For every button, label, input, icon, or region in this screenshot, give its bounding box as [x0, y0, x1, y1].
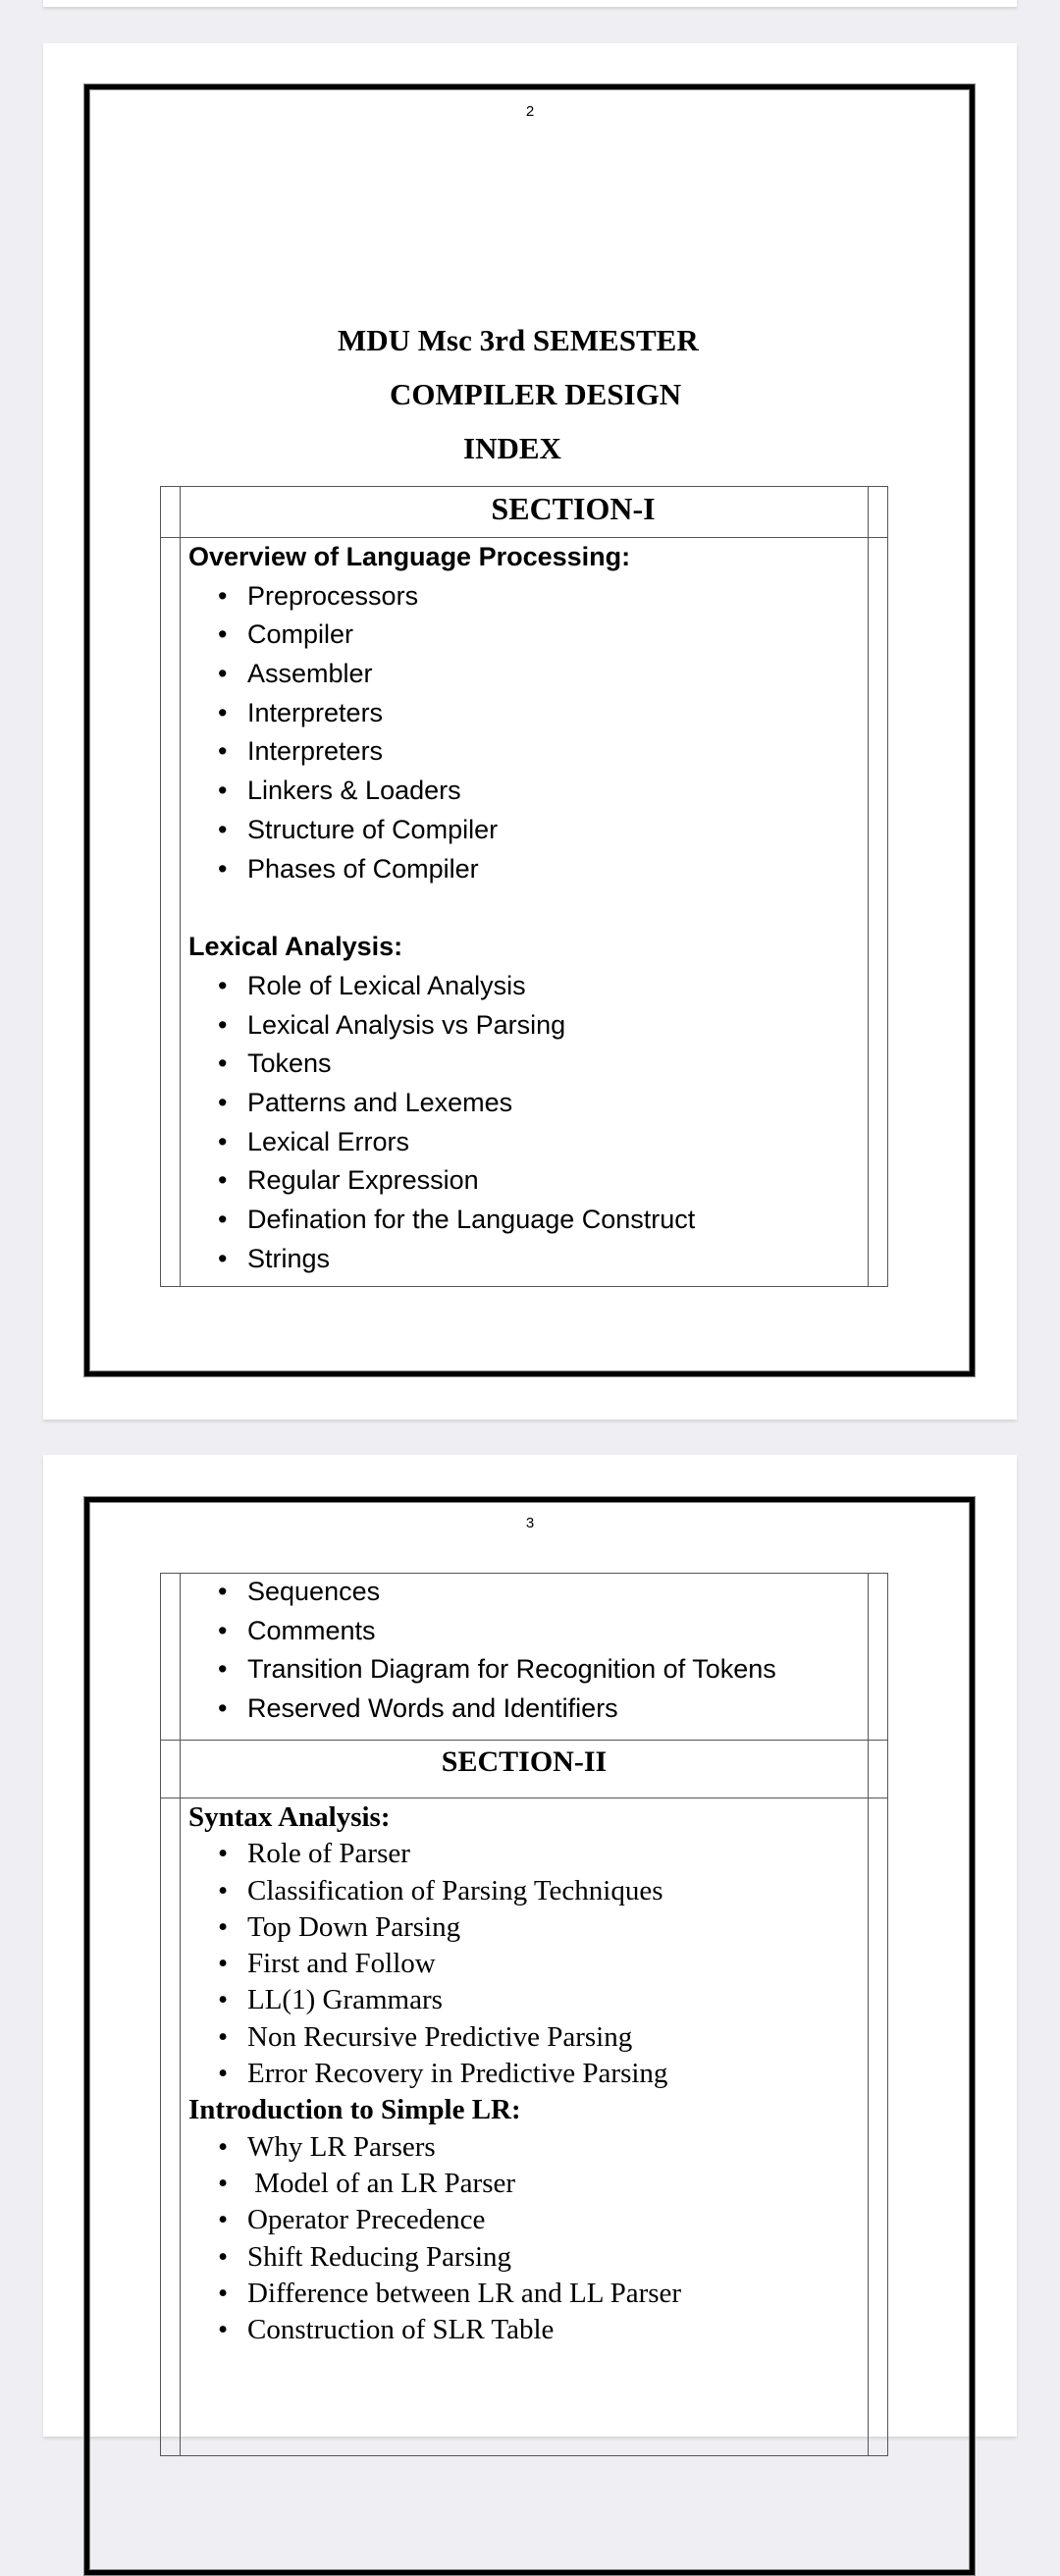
list-item: • Comments: [218, 1615, 376, 1645]
index-table-section-1: [160, 486, 888, 1287]
list-item: • Transition Diagram for Recognition of Tokens: [218, 1654, 776, 1685]
section-header: SECTION-II: [441, 1745, 608, 1778]
list-item: • Assembler: [218, 659, 373, 689]
list-item: • Regular Expression: [218, 1165, 479, 1196]
doc-title-index: INDEX: [463, 431, 561, 465]
list-item: • Top Down Parsing: [218, 1910, 461, 1943]
list-item: • LL(1) Grammars: [218, 1984, 443, 2016]
doc-title-semester: MDU Msc 3rd SEMESTER: [338, 323, 699, 357]
document-page-3: [43, 1455, 1017, 2437]
list-item: • Construction of SLR Table: [218, 2314, 555, 2346]
index-table-section-2: [160, 1573, 888, 2456]
list-item: • Role of Parser: [218, 1838, 410, 1870]
list-item: • Patterns and Lexemes: [218, 1087, 513, 1117]
document-page-2: [43, 43, 1017, 1420]
page-number: 2: [525, 103, 535, 120]
list-item: • Interpreters: [218, 736, 384, 767]
list-item: • Difference between LR and LL Parser: [218, 2277, 682, 2309]
list-item: • Sequences: [218, 1577, 381, 1606]
list-item: • Why LR Parsers: [218, 2130, 436, 2163]
list-item: • Role of Lexical Analysis: [218, 970, 526, 1000]
list-item: • Interpreters: [218, 697, 384, 727]
list-item: • First and Follow: [218, 1948, 436, 1980]
group-heading: Lexical Analysis:: [188, 932, 403, 962]
list-item: • Phases of Compiler: [218, 853, 479, 884]
list-item: • Lexical Errors: [218, 1126, 410, 1156]
group-heading: Introduction to Simple LR:: [188, 2094, 521, 2126]
list-item: • Classification of Parsing Techniques: [218, 1874, 663, 1906]
list-item: • Shift Reducing Parsing: [218, 2240, 512, 2273]
list-item: • Operator Precedence: [218, 2204, 486, 2236]
list-item: • Defination for the Language Construct: [218, 1205, 696, 1234]
list-item: • Non Recursive Predictive Parsing: [218, 2020, 633, 2053]
list-item: • Strings: [218, 1243, 331, 1273]
list-item: • Structure of Compiler: [218, 814, 499, 844]
list-item: • Model of an LR Parser: [218, 2167, 516, 2199]
list-item: • Tokens: [218, 1048, 332, 1079]
section-header-row: [161, 1741, 887, 1798]
list-item: • Error Recovery in Predictive Parsing: [218, 2058, 668, 2090]
previous-page: [43, 0, 1017, 7]
list-item: • Preprocessors: [218, 580, 419, 611]
doc-title-subject: COMPILER DESIGN: [390, 377, 682, 411]
section-header-row: [161, 487, 887, 538]
list-item: • Lexical Analysis vs Parsing: [218, 1009, 566, 1040]
list-item: • Reserved Words and Identifiers: [218, 1693, 618, 1724]
list-item: • Compiler: [218, 619, 354, 650]
page-number: 3: [525, 1515, 535, 1531]
group-heading: Syntax Analysis:: [188, 1801, 391, 1833]
group-heading: Overview of Language Processing:: [188, 542, 631, 571]
list-item: • Linkers & Loaders: [218, 776, 461, 806]
section-header: SECTION-I: [491, 491, 656, 526]
